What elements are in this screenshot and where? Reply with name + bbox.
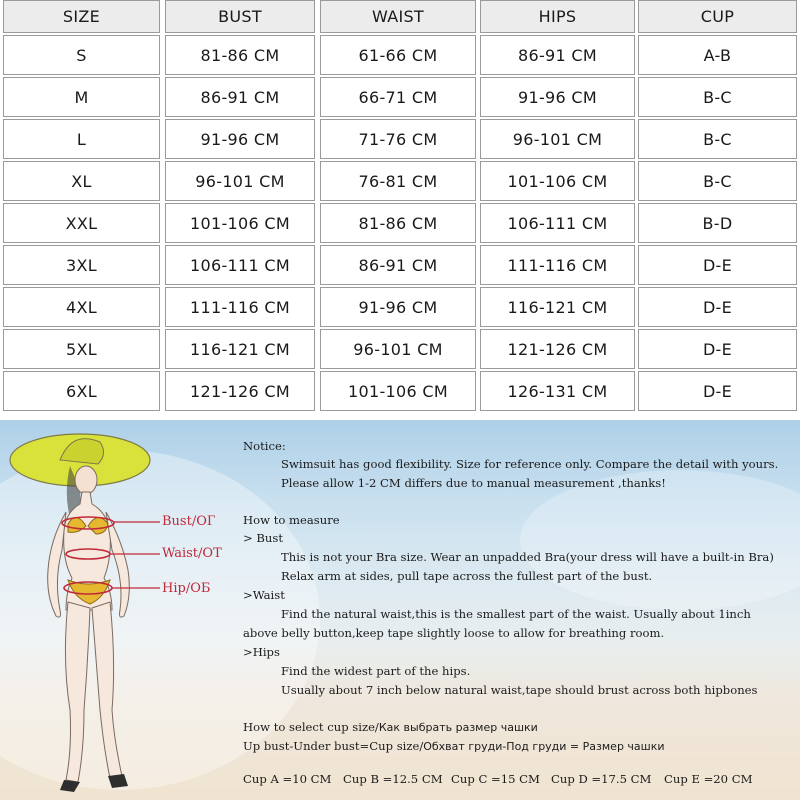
- header-size: SIZE: [3, 0, 160, 33]
- table-row: [0, 35, 800, 75]
- cell-waist: 71-76 CM: [320, 119, 476, 159]
- cell-size: M: [3, 77, 160, 117]
- cell-hips: 91-96 CM: [480, 77, 635, 117]
- cell-hips: 111-116 CM: [480, 245, 635, 285]
- table-row: [0, 77, 800, 117]
- cell-hips: 116-121 CM: [480, 287, 635, 327]
- cell-bust: 96-101 CM: [165, 161, 315, 201]
- cell-hips: 101-106 CM: [480, 161, 635, 201]
- cell-bust: 121-126 CM: [165, 371, 315, 411]
- notice-line-2: Please allow 1-2 CM differs due to manual measurement ,thanks!: [281, 476, 666, 490]
- notice-title: Notice:: [243, 439, 286, 453]
- table-row: [0, 119, 800, 159]
- cell-cup: D-E: [638, 287, 797, 327]
- cell-size: 5XL: [3, 329, 160, 369]
- cell-waist: 91-96 CM: [320, 287, 476, 327]
- bust-label: Bust/ОГ: [162, 514, 216, 529]
- table-row: [0, 245, 800, 285]
- cell-cup: A-B: [638, 35, 797, 75]
- cell-waist: 96-101 CM: [320, 329, 476, 369]
- cell-hips: 106-111 CM: [480, 203, 635, 243]
- cell-cup: D-E: [638, 371, 797, 411]
- cell-cup: B-C: [638, 119, 797, 159]
- notice-line-1: Swimsuit has good flexibility. Size for reference only. Compare the detail with yours.: [281, 457, 779, 471]
- cup-select-title: How to select cup size/Как выбрать размер чашки: [243, 720, 538, 734]
- cell-hips: 126-131 CM: [480, 371, 635, 411]
- cell-hips: 121-126 CM: [480, 329, 635, 369]
- table-header-row: [0, 0, 800, 33]
- waist-title: >Waist: [243, 588, 285, 602]
- cell-waist: 66-71 CM: [320, 77, 476, 117]
- table-row: [0, 371, 800, 411]
- table-row: [0, 161, 800, 201]
- cell-size: XL: [3, 161, 160, 201]
- cell-cup: B-C: [638, 161, 797, 201]
- cell-hips: 86-91 CM: [480, 35, 635, 75]
- cell-cup: D-E: [638, 245, 797, 285]
- cell-waist: 76-81 CM: [320, 161, 476, 201]
- cell-hips: 96-101 CM: [480, 119, 635, 159]
- cell-cup: D-E: [638, 329, 797, 369]
- hip-label: Hip/ОБ: [162, 581, 211, 596]
- table-row: [0, 329, 800, 369]
- cell-waist: 86-91 CM: [320, 245, 476, 285]
- cup-formula: Up bust-Under bust=Cup size/Обхват груди-Под груди = Размер чашки: [243, 739, 665, 753]
- cell-waist: 101-106 CM: [320, 371, 476, 411]
- cell-size: S: [3, 35, 160, 75]
- waist-label: Waist/OT: [162, 546, 222, 561]
- cell-cup: B-D: [638, 203, 797, 243]
- bust-line-1: This is not your Bra size. Wear an unpadded Bra(your dress will have a built-in Bra): [281, 550, 774, 564]
- cell-size: L: [3, 119, 160, 159]
- cup-value: Cup B =12.5 CM: [343, 772, 443, 786]
- cell-size: XXL: [3, 203, 160, 243]
- cup-value: Cup E =20 CM: [664, 772, 753, 786]
- table-row: [0, 287, 800, 327]
- cup-value: Cup D =17.5 CM: [551, 772, 652, 786]
- cell-bust: 101-106 CM: [165, 203, 315, 243]
- header-bust: BUST: [165, 0, 315, 33]
- cell-cup: B-C: [638, 77, 797, 117]
- cell-bust: 111-116 CM: [165, 287, 315, 327]
- header-hips: HIPS: [480, 0, 635, 33]
- measurement-guide: [0, 420, 800, 800]
- cell-bust: 91-96 CM: [165, 119, 315, 159]
- table-row: [0, 203, 800, 243]
- how-to-measure-title: How to measure: [243, 513, 340, 527]
- cell-bust: 81-86 CM: [165, 35, 315, 75]
- cell-bust: 106-111 CM: [165, 245, 315, 285]
- waist-line-1: Find the natural waist,this is the smallest part of the waist. Usually about 1inch: [281, 607, 751, 621]
- notes-text: [0, 420, 800, 800]
- hips-title: >Hips: [243, 645, 280, 659]
- cell-bust: 116-121 CM: [165, 329, 315, 369]
- waist-line-2: above belly button,keep tape slightly loose to allow for breathing room.: [243, 626, 665, 640]
- hips-line-2: Usually about 7 inch below natural waist,tape should brust across both hipbones: [281, 683, 758, 697]
- cell-size: 6XL: [3, 371, 160, 411]
- header-cup: CUP: [638, 0, 797, 33]
- bust-line-2: Relax arm at sides, pull tape across the fullest part of the bust.: [281, 569, 653, 583]
- bust-title: > Bust: [243, 531, 283, 545]
- cell-waist: 61-66 CM: [320, 35, 476, 75]
- cell-bust: 86-91 CM: [165, 77, 315, 117]
- cup-value: Cup C =15 CM: [451, 772, 540, 786]
- cell-size: 4XL: [3, 287, 160, 327]
- cell-size: 3XL: [3, 245, 160, 285]
- cell-waist: 81-86 CM: [320, 203, 476, 243]
- header-waist: WAIST: [320, 0, 476, 33]
- hips-line-1: Find the widest part of the hips.: [281, 664, 471, 678]
- cup-value: Cup A =10 CM: [243, 772, 332, 786]
